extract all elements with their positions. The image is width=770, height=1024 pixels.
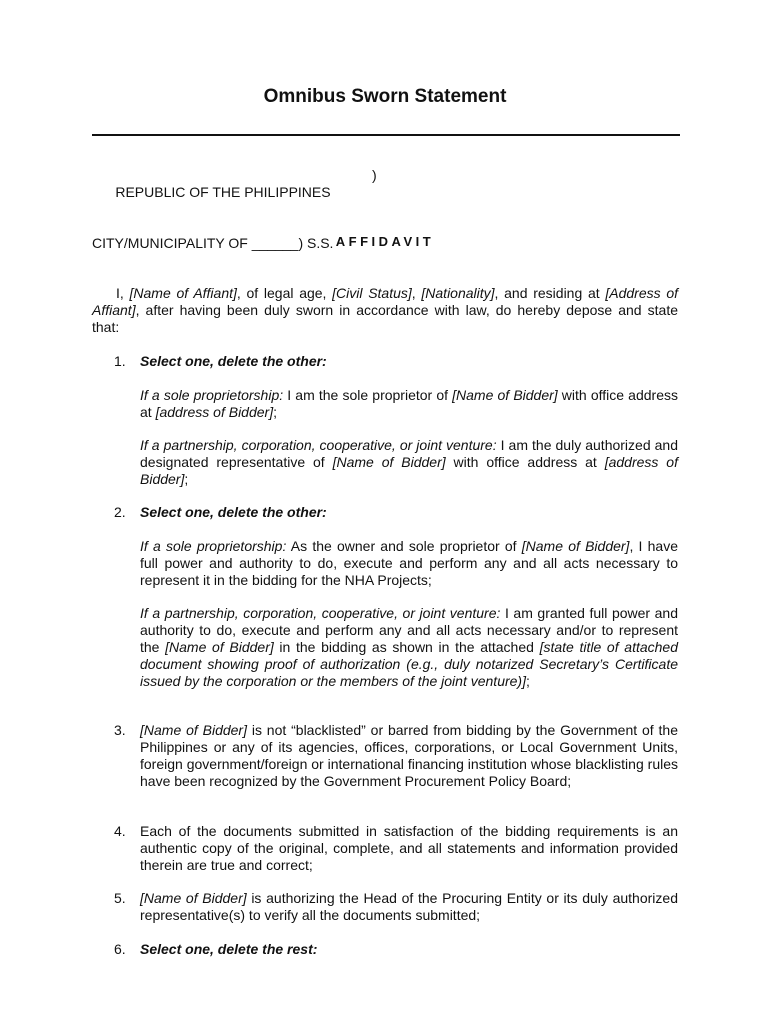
item-instruction: Select one, delete the other: xyxy=(140,504,327,520)
title-divider xyxy=(92,134,680,136)
item-number: 4. xyxy=(114,823,126,839)
option-text: ; xyxy=(525,673,530,689)
intro-paragraph xyxy=(92,285,678,336)
placeholder-civil-status: [Civil Status] xyxy=(332,285,412,301)
option-label: If a sole proprietorship: xyxy=(140,387,284,403)
placeholder-address-of-bidder: [address of Bidder] xyxy=(140,454,678,487)
list-item-2 xyxy=(92,504,678,521)
item-text: is authorizing the Head of the Procuring Entity or its duly authorized representative(s) to verify all the documents submitted; xyxy=(140,890,678,923)
venue-line-1 xyxy=(92,167,377,235)
item-number: 5. xyxy=(114,890,126,906)
placeholder-name-of-bidder: [Name of Bidder] xyxy=(165,639,274,655)
item-text: Each of the documents submitted in satisfaction of the bidding requirements is an authentic copy of the original, complete, and all statements and information provided therein are true and correct; xyxy=(140,823,678,873)
item-instruction: Select one, delete the other: xyxy=(140,353,327,369)
option-text: I am the sole proprietor of xyxy=(283,387,453,403)
placeholder-address-of-bidder: [address of Bidder] xyxy=(155,404,274,420)
option-text: ; xyxy=(184,471,189,487)
placeholder-name-of-bidder: [Name of Bidder] xyxy=(140,722,247,738)
option-label: If a partnership, corporation, cooperative, or joint venture: xyxy=(140,437,497,453)
placeholder-name-of-bidder: [Name of Bidder] xyxy=(332,454,446,470)
list-item-1 xyxy=(92,353,678,370)
placeholder-address-of-affiant: [Address of Affiant] xyxy=(92,285,678,318)
option-text: with office address at xyxy=(140,387,678,420)
placeholder-name-of-bidder: [Name of Bidder] xyxy=(140,890,247,906)
item-1-option-partnership xyxy=(140,437,678,488)
list-item-3 xyxy=(92,722,678,790)
option-text: I am granted full power and authority to do, execute and perform any and all acts necessary and/or to represent the xyxy=(140,605,679,655)
option-text: with office address at xyxy=(445,454,605,470)
document-title: Omnibus Sworn Statement xyxy=(263,86,507,107)
list-item-6 xyxy=(92,941,678,958)
item-number: 2. xyxy=(114,504,126,520)
item-text: is not “blacklisted” or barred from bidding by the Government of the Philippines or any of its agencies, offices, corporations, or Local Government Units, foreign government/foreign or international financing institution whose blacklisting rules have been recognized by the Government Procurement Policy Board; xyxy=(140,722,678,789)
placeholder-name-of-bidder: [Name of Bidder] xyxy=(521,538,630,554)
affidavit-heading: AFFIDAVIT xyxy=(335,234,435,249)
intro-text-3: , and residing at xyxy=(494,285,606,301)
item-number: 6. xyxy=(114,941,126,957)
item-number: 1. xyxy=(114,353,126,369)
intro-text-4: , after having been duly sworn in accordance with law, do hereby depose and state that: xyxy=(92,302,678,335)
intro-text-1: , of legal age, xyxy=(236,285,333,301)
item-1-option-sole xyxy=(140,387,678,421)
option-text: I am the duly authorized and designated representative of xyxy=(140,437,678,470)
venue-line-2: CITY/MUNICIPALITY OF ______) S.S. xyxy=(92,235,334,251)
option-label: If a partnership, corporation, cooperative, or joint venture: xyxy=(140,605,501,621)
option-label: If a sole proprietorship: xyxy=(140,538,287,554)
item-number: 3. xyxy=(114,722,126,738)
item-instruction: Select one, delete the rest: xyxy=(140,941,318,957)
venue-paren: ) xyxy=(372,167,377,183)
list-item-5 xyxy=(92,890,678,924)
option-text: , I have full power and authority to do, execute and perform any and all acts necessary to represent it in the bidding for the NHA Projects; xyxy=(140,538,678,588)
placeholder-name-of-affiant: [Name of Affiant] xyxy=(129,285,237,301)
option-text: As the owner and sole proprietor of xyxy=(286,538,522,554)
placeholder-nationality: [Nationality] xyxy=(421,285,495,301)
intro-prefix: I, xyxy=(116,285,130,301)
placeholder-name-of-bidder: [Name of Bidder] xyxy=(452,387,558,403)
option-text: ; xyxy=(273,404,277,420)
item-2-option-partnership xyxy=(140,605,678,690)
option-text: in the bidding as shown in the attached xyxy=(273,639,540,655)
item-2-option-sole xyxy=(140,538,678,589)
list-item-4 xyxy=(92,823,678,874)
intro-text-2: , xyxy=(411,285,422,301)
placeholder-proof-of-authorization: [state title of attached document showing proof of authorization (e.g., duly notarized Secretary’s Certificate issued by the corporation or the members of the joint venture)] xyxy=(140,639,678,689)
venue-republic: REPUBLIC OF THE PHILIPPINES xyxy=(115,184,331,200)
